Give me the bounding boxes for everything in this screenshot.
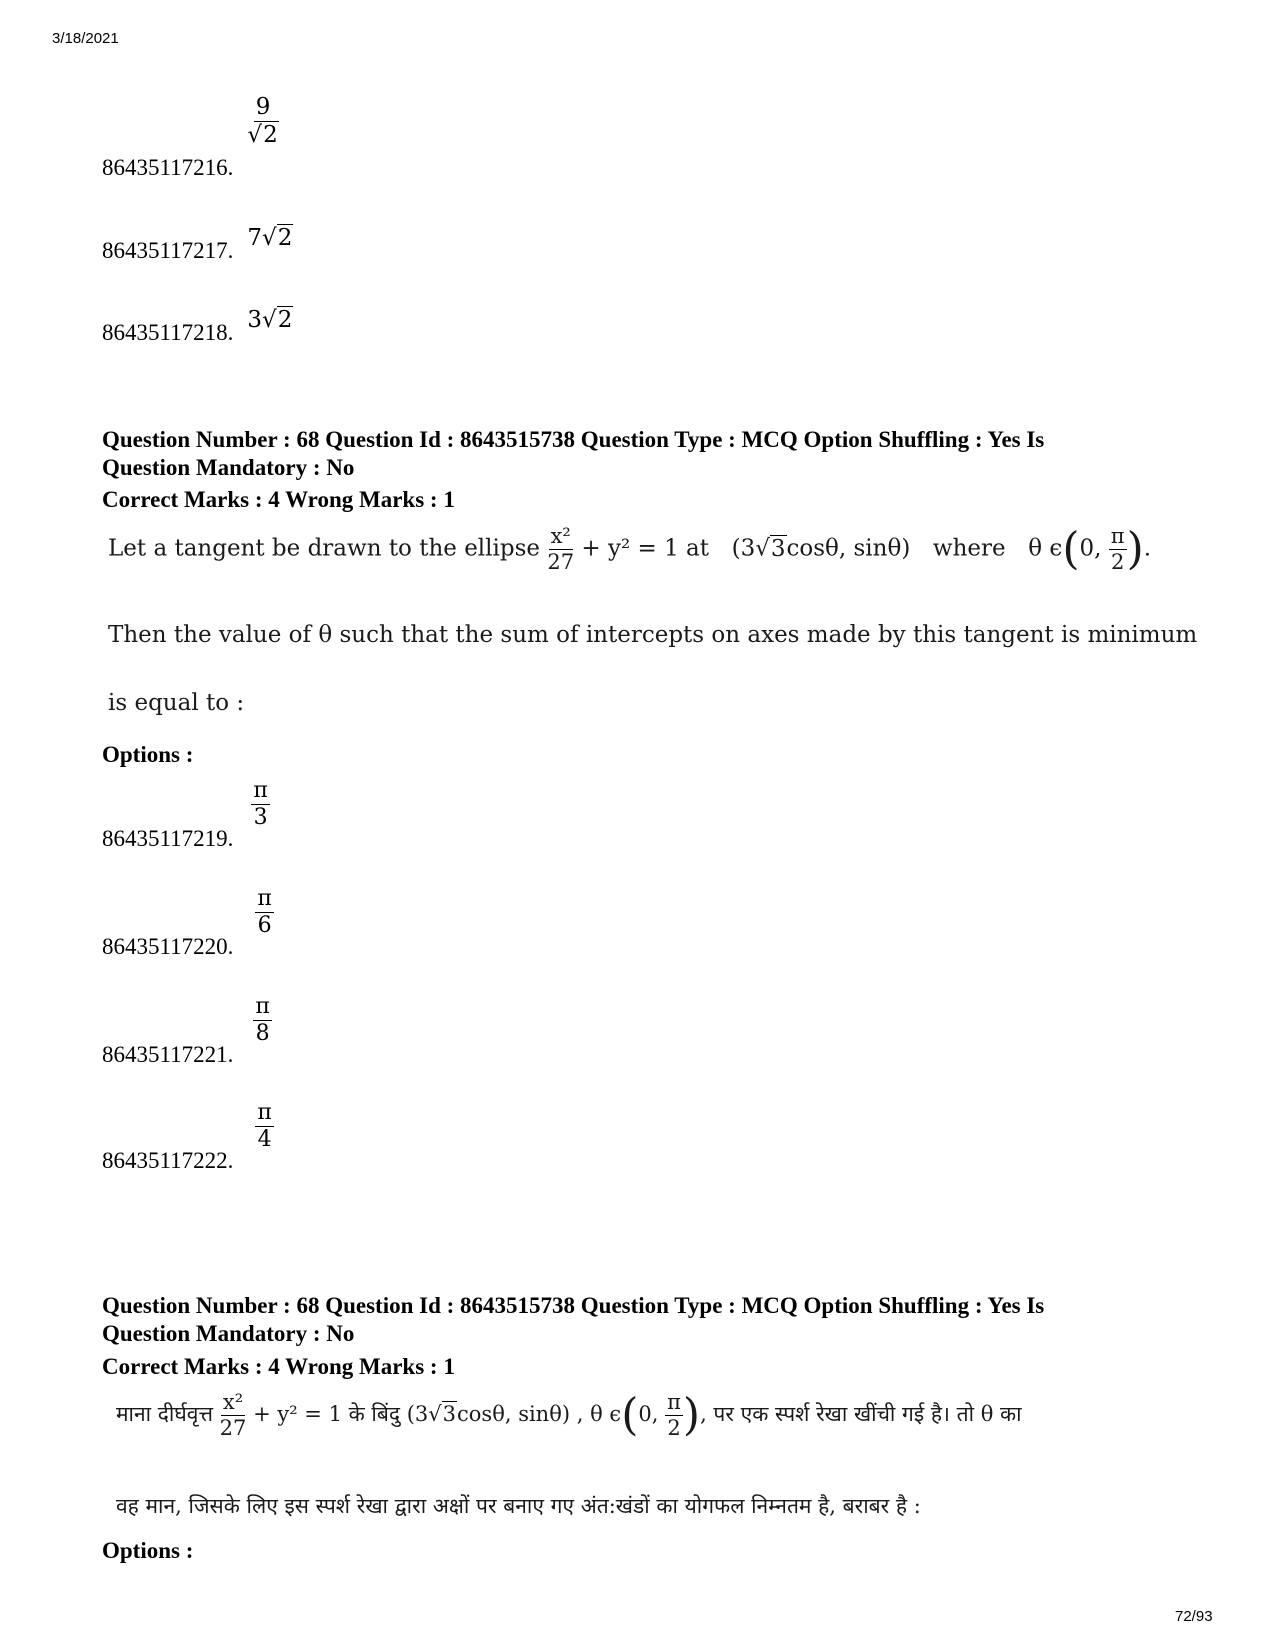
option-id: 86435117217.: [102, 238, 234, 263]
option-id: 86435117220.: [102, 934, 234, 960]
interval-fraction: $\frac{\pi}{2}$: [667, 1390, 681, 1440]
list-item: [102, 994, 272, 1068]
list-item: [102, 94, 279, 181]
option-expression: 3√2: [247, 307, 293, 333]
marks-line: Correct Marks : 4 Wrong Marks : 1: [102, 487, 455, 512]
option-expression: $\frac{\pi}{4}$: [257, 1100, 272, 1152]
question-header: Question Number : 68 Question Id : 8643515738 Question Type : MCQ Option Shuffling : Yes Is Question Mandatory : No: [102, 1293, 1045, 1346]
options-label: Options :: [102, 1538, 194, 1563]
option-id: 86435117222.: [102, 1148, 234, 1174]
option-expression: $\frac{\pi}{3}$: [253, 778, 268, 830]
ellipse-fraction: $\frac{\text{x²}}{27}$: [547, 524, 575, 574]
list-item: [102, 778, 270, 852]
option-expression: 7√2: [247, 225, 293, 251]
option-id: 86435117216.: [102, 155, 234, 181]
option-expression: $\frac{\pi}{8}$: [255, 994, 270, 1046]
question-text: माना दीर्घवृत्त $\frac{\text{x²}}{27}$ + y² = 1 के बिंदु (3√3cosθ, sinθ) , θ ϵ(0, $\frac{\pi}{2}$ ), पर एक स्पर्श रेखा खींची गई है। तो θ का: [116, 1389, 1022, 1441]
list-item: [102, 1100, 274, 1174]
print-date: 3/18/2021: [52, 30, 119, 47]
options-label: Options :: [102, 742, 194, 767]
ellipse-fraction: $\frac{\text{x²}}{27}$: [219, 1390, 247, 1440]
question-text: Let a tangent be drawn to the ellipse $\frac{\text{x²}}{27}$ + y² = 1 at (3√3cosθ, sinθ) where θ ϵ(0, $\frac{\pi}{2}$ ).: [108, 523, 1152, 575]
question-text-line3: is equal to :: [108, 690, 245, 716]
question-text-line2: Then the value of θ such that the sum of intercepts on axes made by this tangent is minimum: [108, 622, 1198, 648]
option-id: 86435117219.: [102, 826, 234, 852]
option-expression: $\frac{9}{√2}$: [247, 94, 278, 148]
list-item: [102, 307, 293, 345]
question-text-line2: वह मान, जिसके लिए इस स्पर्श रेखा द्वारा अक्षों पर बनाए गए अंत:खंडों का योगफल निम्नतम है, बराबर है :: [116, 1494, 921, 1518]
option-id: 86435117221.: [102, 1042, 234, 1068]
page-number: 72/93: [1175, 1608, 1213, 1625]
list-item: [102, 225, 293, 263]
marks-line: Correct Marks : 4 Wrong Marks : 1: [102, 1354, 455, 1379]
interval-fraction: $\frac{\pi}{2}$: [1110, 524, 1125, 574]
option-expression: $\frac{\pi}{6}$: [257, 886, 272, 938]
question-header: Question Number : 68 Question Id : 8643515738 Question Type : MCQ Option Shuffling : Yes Is Question Mandatory : No: [102, 427, 1045, 480]
list-item: [102, 886, 274, 960]
option-id: 86435117218.: [102, 320, 234, 345]
